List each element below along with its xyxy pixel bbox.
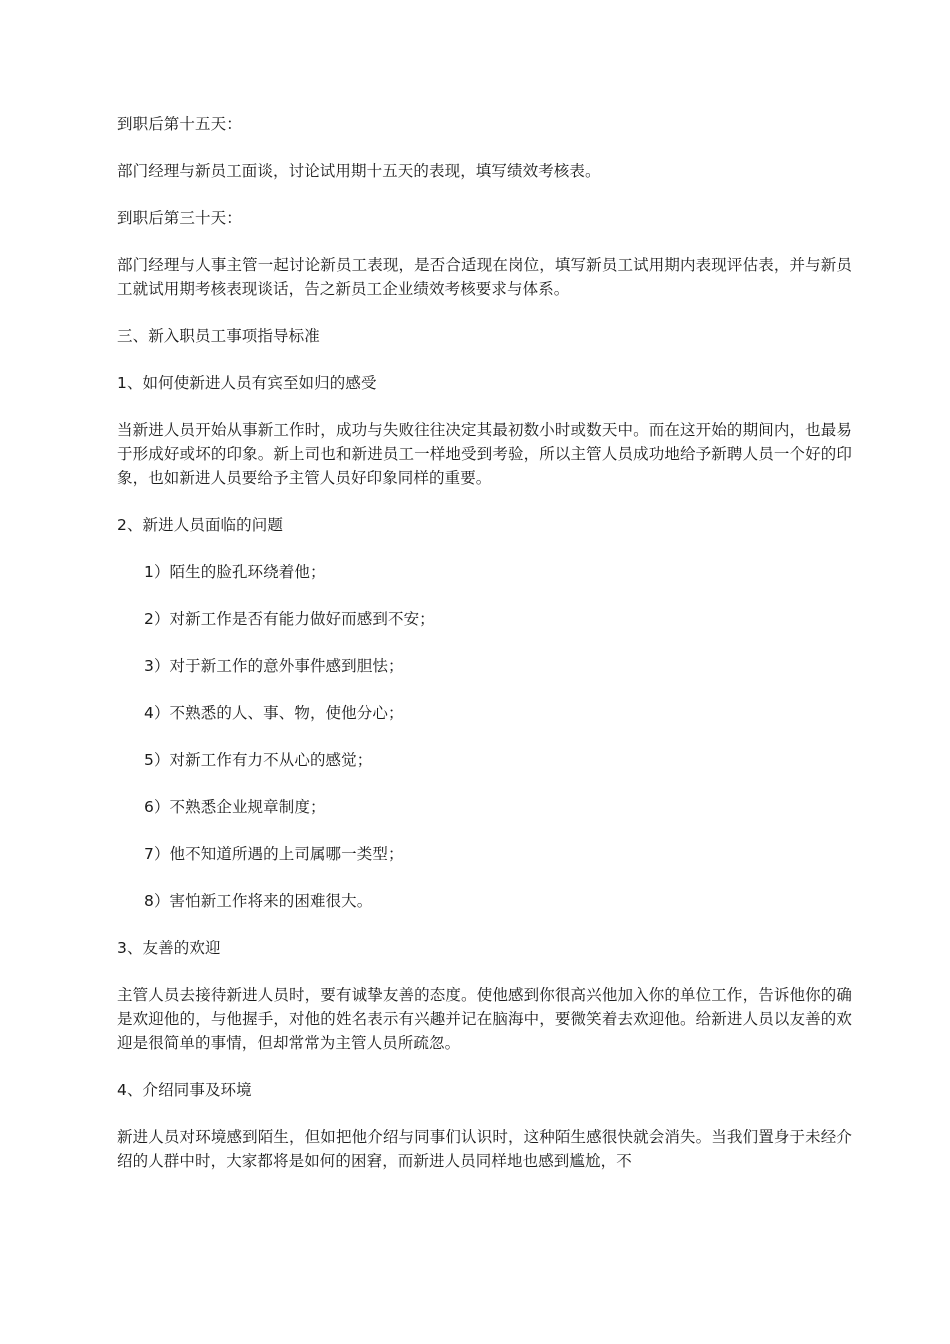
document-page — [117, 112, 852, 1196]
section-heading-guidelines: 三、新入职员工事项指导标准 — [117, 327, 320, 345]
paragraph-friendly-welcome: 主管人员去接待新进人员时，要有诚挚友善的态度。使他感到你很高兴他加入你的单位工作，告诉他你的确是欢迎他的，与他握手，对他的姓名表示有兴趣并记在脑海中，要微笑着去欢迎他。给新进人员以友善的欢迎是很简单的事情，但却常常为主管人员所疏忽。 — [117, 986, 852, 1052]
subheading-introduce-colleagues: 4、介绍同事及环境 — [117, 1081, 252, 1099]
list-item: 4）不熟悉的人、事、物，使他分心； — [144, 704, 404, 722]
paragraph-day15: 部门经理与新员工面谈，讨论试用期十五天的表现，填写绩效考核表。 — [117, 162, 601, 180]
list-item: 1）陌生的脸孔环绕着他； — [144, 563, 326, 581]
list-item: 7）他不知道所遇的上司属哪一类型； — [144, 845, 404, 863]
paragraph-day30: 部门经理与人事主管一起讨论新员工表现，是否合适现在岗位，填写新员工试用期内表现评估表，并与新员工就试用期考核表现谈话，告之新员工企业绩效考核要求与体系。 — [117, 256, 852, 298]
list-item: 6）不熟悉企业规章制度； — [144, 798, 326, 816]
list-item: 5）对新工作有力不从心的感觉； — [144, 751, 373, 769]
section-heading-day30: 到职后第三十天： — [117, 209, 242, 227]
subheading-problems: 2、新进人员面临的问题 — [117, 516, 283, 534]
section-heading-day15: 到职后第十五天： — [117, 115, 242, 133]
subheading-friendly-welcome: 3、友善的欢迎 — [117, 939, 221, 957]
paragraph-first-impression: 当新进人员开始从事新工作时，成功与失败往往决定其最初数小时或数天中。而在这开始的期间内，也最易于形成好或坏的印象。新上司也和新进员工一样地受到考验，所以主管人员成功地给予新聘人员一个好的印象，也如新进人员要给予主管人员好印象同样的重要。 — [117, 421, 852, 487]
subheading-welcome-feeling: 1、如何使新进人员有宾至如归的感受 — [117, 374, 377, 392]
paragraph-introduce-colleagues: 新进人员对环境感到陌生，但如把他介绍与同事们认识时，这种陌生感很快就会消失。当我们置身于未经介绍的人群中时，大家都将是如何的困窘，而新进人员同样地也感到尴尬，不 — [117, 1128, 852, 1170]
list-item: 2）对新工作是否有能力做好而感到不安； — [144, 610, 435, 628]
list-item: 3）对于新工作的意外事件感到胆怯； — [144, 657, 404, 675]
list-item: 8）害怕新工作将来的困难很大。 — [144, 892, 373, 910]
